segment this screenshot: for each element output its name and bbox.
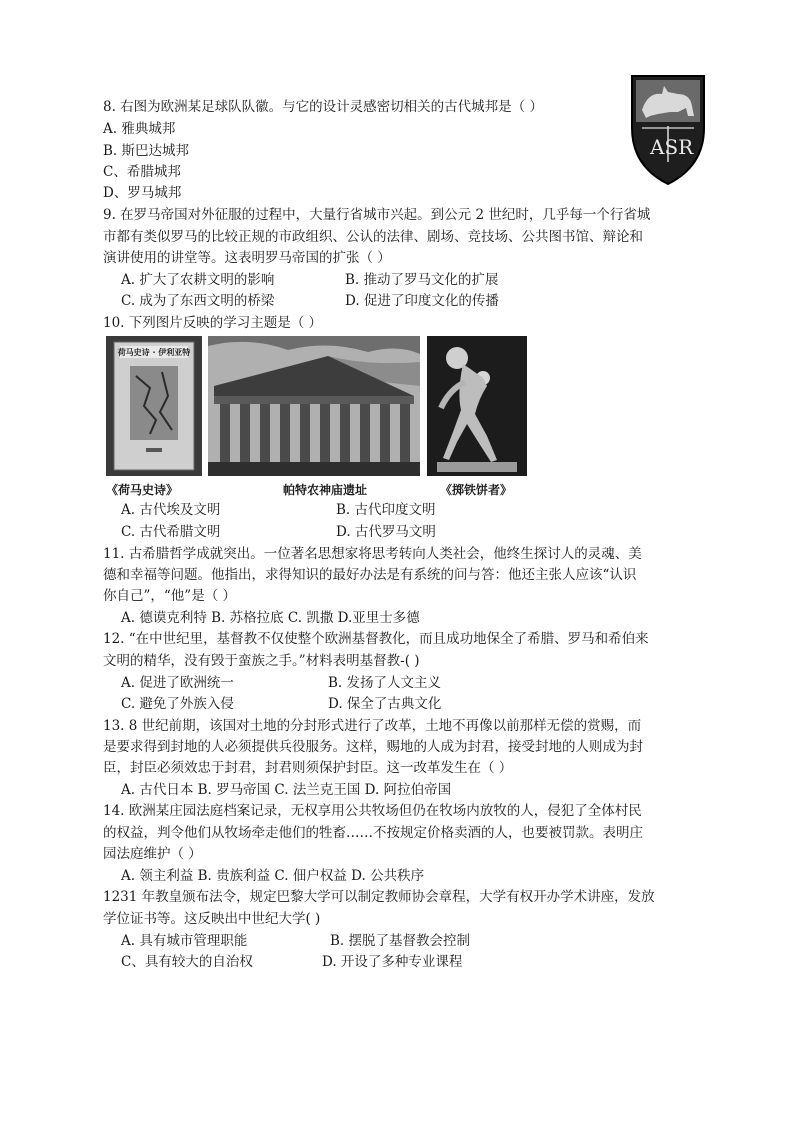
- q13-stem-line-3: 臣，封臣必须效忠于封君，封君则须保护封臣。这一改革发生在（ ）: [103, 760, 513, 776]
- q12-stem-line-2: 文明的精华，没有毁于蛮族之手。”材料表明基督教-( ): [103, 653, 420, 669]
- q13-stem-line-1: 13. 8 世纪前期，该国对土地的分封形式进行了改革，土地不再像以前那样无偿的赏赐，而: [103, 718, 642, 734]
- caption-parthenon: 帕特农神庙遗址: [283, 483, 368, 497]
- q8-option-a: A. 雅典城邦: [103, 121, 176, 137]
- book-title-text: 荷马史诗 · 伊利亚特: [117, 348, 191, 357]
- q9-option-d: D. 促进了印度文化的传播: [345, 293, 499, 309]
- q10-option-c: C. 古代希腊文明: [121, 524, 221, 540]
- q8-option-b: B. 斯巴达城邦: [103, 143, 190, 159]
- q9-option-b: B. 推动了罗马文化的扩展: [345, 272, 499, 288]
- q12-stem-line-1: 12. “在中世纪里，基督教不仅使整个欧洲基督教化，而且成功地保全了希腊、罗马和希伯来: [103, 631, 649, 647]
- discobolus-statue-image: [427, 336, 527, 476]
- q12-option-c: C. 避免了外族入侵: [121, 696, 234, 712]
- caption-discobolus: 《掷铁饼者》: [440, 483, 513, 497]
- q14-options: A. 领主利益 B. 贵族利益 C. 佃户权益 D. 公共秩序: [121, 868, 425, 884]
- q15-stem-line-2: 学位证书等。这反映出中世纪大学( ): [103, 911, 321, 927]
- parthenon-ruins-image: [208, 336, 420, 476]
- q13-stem-line-2: 是要求得到封地的人必须提供兵役服务。这样，赐地的人成为封君，接受封地的人则成为封: [103, 739, 643, 755]
- q8-option-d: D、罗马城邦: [103, 185, 182, 201]
- q9-stem-line-2: 市都有类似罗马的比较正规的市政组织、公认的法律、剧场、竞技场、公共图书馆、辩论和: [103, 229, 643, 245]
- she-wolf-crest-icon: [628, 70, 708, 188]
- q10-option-a: A. 古代埃及文明: [121, 502, 221, 518]
- q12-option-d: D. 保全了古典文化: [328, 696, 442, 712]
- q10-option-d: D. 古代罗马文明: [336, 524, 436, 540]
- q15-option-b: B. 摆脱了基督教会控制: [330, 933, 471, 949]
- q11-stem-line-3: 你自己”，“他”是（ ）: [103, 588, 236, 604]
- q10-option-b: B. 古代印度文明: [336, 502, 436, 518]
- football-club-crest: [628, 70, 708, 188]
- q9-option-a: A. 扩大了农耕文明的影响: [121, 272, 275, 288]
- q13-options: A. 古代日本 B. 罗马帝国 C. 法兰克王国 D. 阿拉伯帝国: [121, 782, 452, 798]
- q8-option-c: C、希腊城邦: [103, 164, 181, 180]
- q15-option-c: C、具有较大的自治权: [121, 954, 253, 970]
- q15-option-a: A. 具有城市管理职能: [121, 933, 248, 949]
- q12-option-a: A. 促进了欧洲统一: [121, 675, 234, 691]
- q11-options: A. 德谟克利特 B. 苏格拉底 C. 凯撒 D.亚里士多德: [121, 610, 420, 626]
- q14-stem-line-1: 14. 欧洲某庄园法庭档案记录，无权享用公共牧场但仍在牧场内放牧的人，侵犯了全体村民: [103, 803, 642, 819]
- q14-stem-line-2: 的权益，判令他们从牧场牵走他们的牲畜……不按规定价格卖酒的人，也要被罚款。表明庄: [103, 825, 643, 841]
- q15-stem-line-1: 1231 年教皇颁布法令，规定巴黎大学可以制定教师协会章程，大学有权开办学术讲座，发放: [103, 889, 655, 905]
- q10-stem: 10. 下列图片反映的学习主题是（ ）: [103, 315, 323, 331]
- q8-stem: 8. 右图为欧洲某足球队队徽。与它的设计灵感密切相关的古代城邦是（ ）: [103, 99, 543, 115]
- crest-letter-a: ASR: [650, 135, 694, 159]
- q11-stem-line-1: 11. 古希腊哲学成就突出。一位著名思想家将思考转向人类社会，他终生探讨人的灵魂、美: [103, 546, 642, 562]
- q11-stem-line-2: 德和幸福等问题。他指出，求得知识的最好办法是有系统的问与答：他还主张人应该“认识: [103, 567, 637, 583]
- q15-option-d: D. 开设了多种专业课程: [322, 954, 463, 970]
- q9-option-c: C. 成为了东西文明的桥梁: [121, 293, 275, 309]
- caption-homer-epic: 《荷马史诗》: [106, 483, 179, 497]
- q9-stem-line-3: 演讲使用的讲堂等。这表明罗马帝国的扩张（ ）: [103, 250, 391, 266]
- homer-epic-book-image: [106, 336, 202, 476]
- q9-stem-line-1: 9. 在罗马帝国对外征服的过程中，大量行省城市兴起。到公元 2 世纪时，几乎每一个行省城: [103, 207, 651, 223]
- q12-option-b: B. 发扬了人文主义: [328, 675, 442, 691]
- q14-stem-line-3: 园法庭维护（ ）: [103, 846, 202, 862]
